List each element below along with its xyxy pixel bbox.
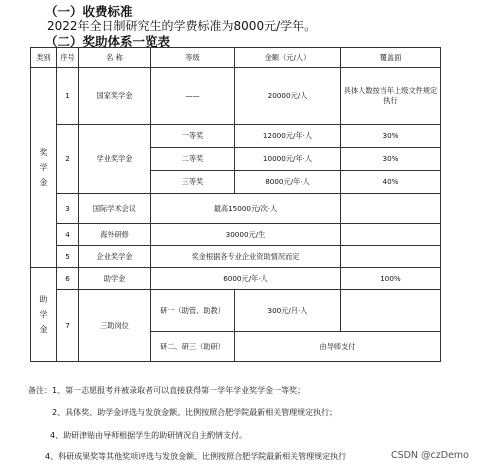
note-4: 4、科研成果奖等其他奖项评选与发放金额、比例按照合肥学院最新相关管理规定执行: [45, 452, 347, 461]
category-scholarship: 奖 学 金: [31, 68, 57, 268]
aid-system-table: [30, 47, 441, 362]
header-level: 等级: [151, 48, 235, 68]
item-amount: 奖金根据各专业企业资助情况而定: [151, 246, 341, 268]
item-coverage: 30%: [341, 148, 441, 171]
table-row: [31, 268, 441, 290]
item-name: 海外研修: [79, 224, 151, 246]
item-amount: 6000元/年·人: [151, 268, 341, 290]
item-coverage: 30%: [341, 125, 441, 148]
table-row: [31, 125, 441, 148]
item-coverage: [341, 246, 441, 268]
item-amount: 12000元/年·人: [235, 125, 341, 148]
aid-table-title: （二）奖助体系一览表: [45, 34, 171, 49]
item-coverage: 100%: [341, 268, 441, 290]
item-amount: 最高15000元/次·人: [151, 194, 341, 224]
item-name: 助学金: [79, 268, 151, 290]
watermark: CSDN @czDemo: [390, 450, 469, 461]
row-number: 2: [57, 125, 79, 194]
row-number: 1: [57, 68, 79, 125]
item-level: ——: [151, 68, 235, 125]
item-coverage: 40%: [341, 171, 441, 194]
item-amount: 30000元/生: [151, 224, 341, 246]
item-coverage: [341, 194, 441, 224]
header-category: 类别: [31, 48, 57, 68]
note-2: 2、具体奖、助学金评选与发放金额、比例按照合肥学院最新相关管理规定执行；: [52, 408, 338, 417]
table-row: [31, 224, 441, 246]
note-3: 4、助研津贴由导师根据学生的助研情况自主酌情支付。: [50, 431, 248, 440]
item-amount: 由导师支付: [235, 332, 441, 362]
row-number: 5: [57, 246, 79, 268]
item-level: 研二、研三（助研）: [151, 332, 235, 362]
table-row: [31, 246, 441, 268]
row-number: 6: [57, 268, 79, 290]
header-number: 序号: [57, 48, 79, 68]
item-amount: 300元/月·人: [235, 290, 341, 332]
item-coverage: [341, 290, 441, 332]
item-name: 企业奖学金: [79, 246, 151, 268]
fee-title: （一）收费标准: [45, 4, 133, 19]
item-name: 国家奖学金: [79, 68, 151, 125]
note-1: 备注：1、第一志愿报考并被录取者可以直接获得第一学年学业奖学金一等奖；: [28, 386, 306, 395]
table-row: [31, 290, 441, 332]
item-level: 研一（助管、助教）: [151, 290, 235, 332]
category-grant: 助 学 金: [31, 268, 57, 362]
item-amount: 10000元/年·人: [235, 148, 341, 171]
header-amount: 金额（元/人）: [235, 48, 341, 68]
item-coverage: 具体人数按当年上级文件规定执行: [341, 68, 441, 125]
header-name: 名 称: [79, 48, 151, 68]
table-row: [31, 68, 441, 125]
item-level: 三等奖: [151, 171, 235, 194]
table-header-row: [31, 48, 441, 68]
item-amount: 20000元/人: [235, 68, 341, 125]
item-amount: 8000元/年·人: [235, 171, 341, 194]
item-name: 国际学术会议: [79, 194, 151, 224]
row-number: 4: [57, 224, 79, 246]
item-name: 学业奖学金: [79, 125, 151, 194]
item-level: 一等奖: [151, 125, 235, 148]
header-coverage: 覆盖面: [341, 48, 441, 68]
item-level: 二等奖: [151, 148, 235, 171]
fee-text: 2022年全日制研究生的学费标准为8000元/学年。: [47, 19, 317, 33]
row-number: 7: [57, 290, 79, 362]
item-coverage: [341, 224, 441, 246]
row-number: 3: [57, 194, 79, 224]
table-row: [31, 194, 441, 224]
item-name: 三助岗位: [79, 290, 151, 362]
